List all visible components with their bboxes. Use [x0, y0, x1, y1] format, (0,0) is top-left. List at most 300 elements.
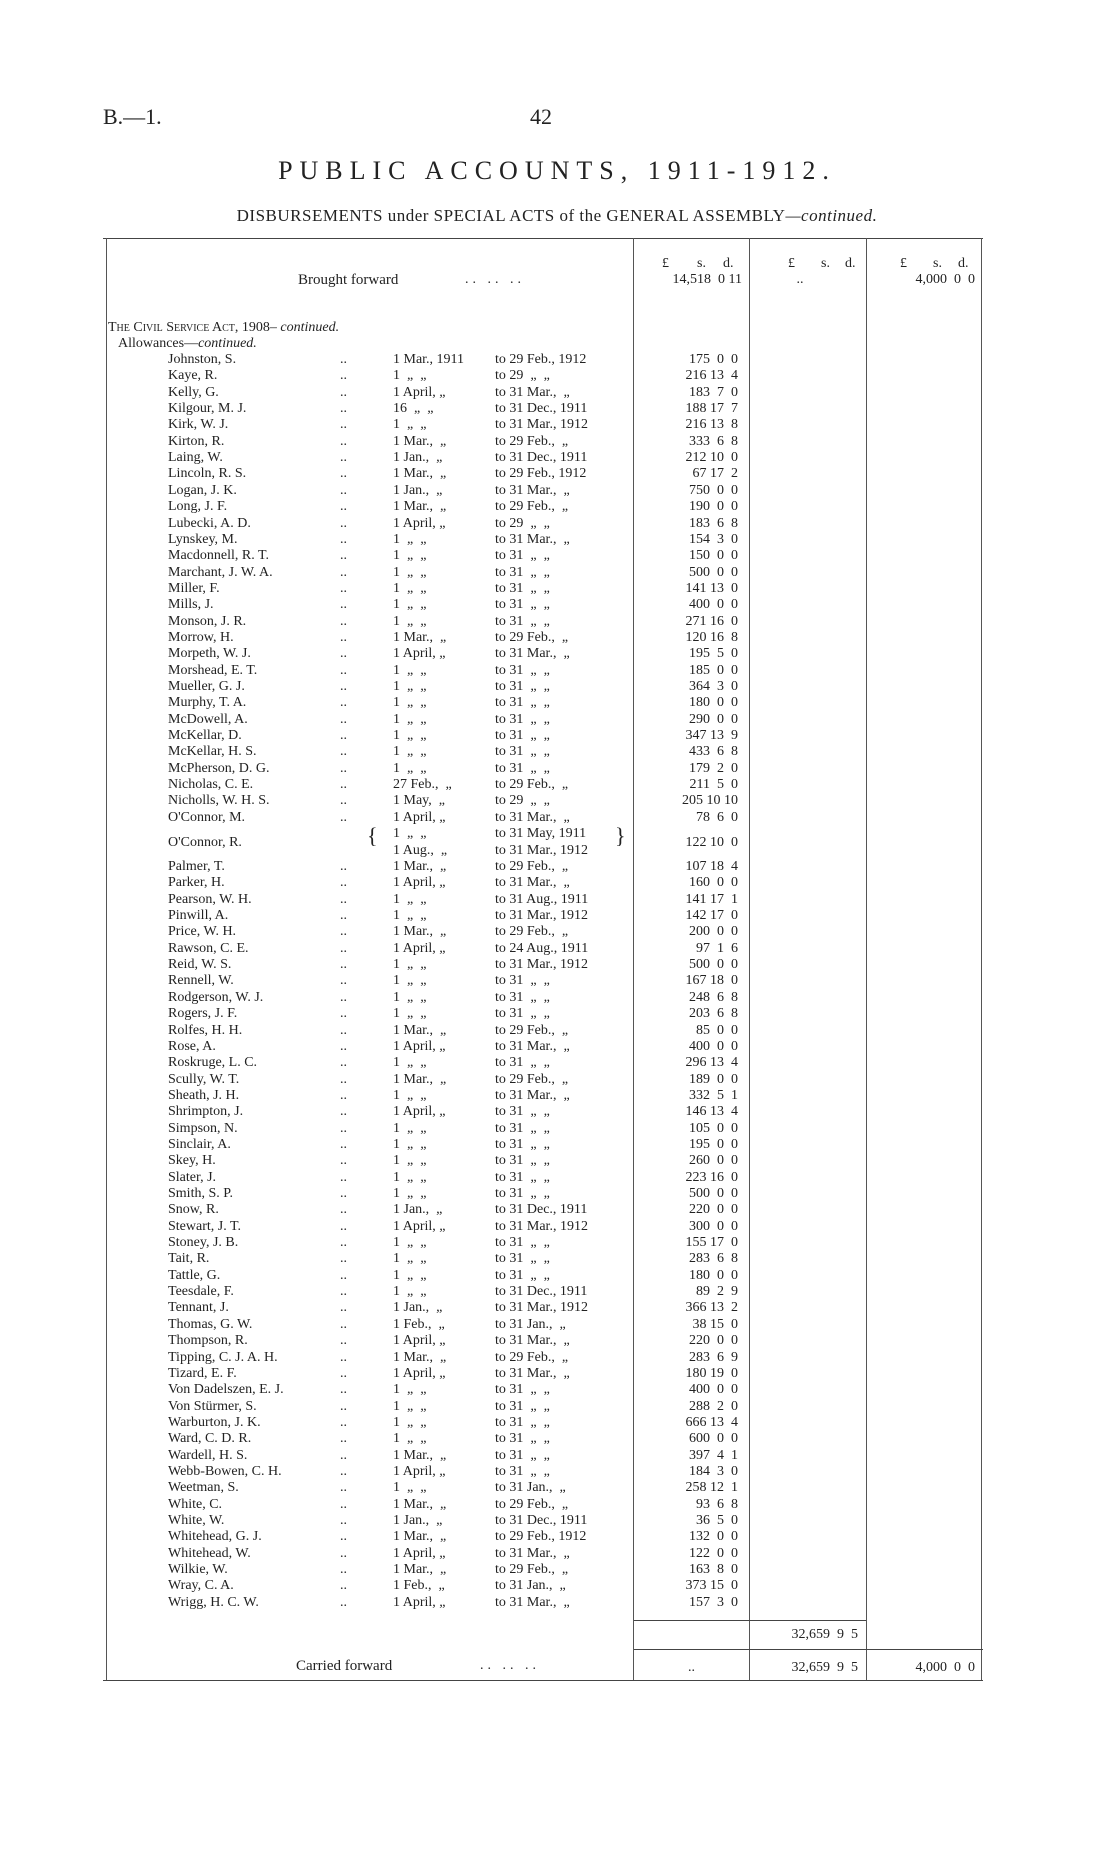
col3-shillings: s.	[933, 256, 942, 271]
entry-amount: 364 3 0	[689, 679, 738, 694]
col2-shillings: s.	[821, 256, 830, 271]
entry-name: Kilgour, M. J.	[168, 401, 247, 417]
leader-dots: ..	[340, 1071, 347, 1087]
entry-from-date: 1 Jan., „	[393, 1202, 443, 1218]
entry-from-date: 1 „ „	[393, 711, 427, 727]
entry-from-date: 1 May, „	[393, 793, 445, 809]
entry-to-date: to 31 Mar., „	[495, 384, 570, 400]
leader-dots: ..	[340, 1513, 347, 1528]
entry-amount: 347 13 9	[685, 728, 738, 744]
entry-to-date: to 31 „ „	[495, 679, 550, 694]
entry-name: Scully, W. T.	[168, 1071, 240, 1087]
col1-pound-sign: £	[662, 256, 669, 271]
carried-forward-label: Carried forward	[296, 1658, 393, 1674]
entry-amount: 248 6 8	[689, 989, 738, 1005]
col-divider-4	[981, 238, 982, 1680]
leader-dots: ..	[340, 859, 347, 874]
entry-name: Tipping, C. J. A. H.	[168, 1349, 278, 1365]
leader-dots: ..	[340, 401, 347, 417]
entry-to-date: to 29 Feb., „	[495, 499, 569, 515]
entry-to-date: to 29 „ „	[495, 793, 550, 809]
entry-from-date: 1 „ „	[393, 1284, 427, 1300]
entry-from-date: 1 April, „	[393, 1545, 446, 1561]
entry-to-date: to 31 „ „	[495, 744, 550, 760]
entry-amount: 260 0 0	[689, 1153, 738, 1169]
entry-to-date: to 31 „ „	[495, 1153, 550, 1169]
entry-from-date: 1 „ „	[393, 597, 427, 613]
entry-to-date: to 31 Jan., „	[495, 1480, 566, 1496]
entry-amount: 373 15 0	[685, 1578, 738, 1594]
entry-amount: 190 0 0	[689, 499, 738, 515]
entry-amount: 205 10 10	[682, 793, 738, 809]
entry-to-date: to 31 „ „	[495, 1120, 550, 1136]
leader-dots: ..	[340, 1120, 347, 1136]
entry-from-date: 1 „ „	[393, 548, 427, 564]
entry-to-date: to 31 „ „	[495, 564, 550, 580]
entry-to-date: to 29 Feb., „	[495, 1349, 569, 1365]
entry-to-date: to 31 Aug., 1911	[495, 891, 589, 907]
leader-dots: ..	[340, 352, 347, 367]
entry-name: Marchant, J. W. A.	[168, 564, 273, 580]
entry-amount: 400 0 0	[689, 597, 738, 613]
entry-to-date: to 29 Feb., „	[495, 777, 569, 793]
entry-to-date: to 31 „ „	[495, 1398, 550, 1414]
entry-name: Wray, C. A.	[168, 1578, 234, 1594]
entry-name: Shrimpton, J.	[168, 1104, 244, 1120]
leader-dots: ..	[340, 711, 347, 727]
entry-name: Weetman, S.	[168, 1480, 239, 1496]
leader-dots: ..	[340, 1463, 347, 1479]
entry-amount: 400 0 0	[689, 1382, 738, 1398]
entry-from-date: 1 Mar., „	[393, 466, 447, 482]
leader-dots: ..	[340, 1447, 347, 1463]
entry-from-date: 1 April, „	[393, 1365, 446, 1381]
entry-from-date: 1 „ „	[393, 1136, 427, 1152]
entry-amount: 179 2 0	[689, 760, 738, 776]
col-divider-2	[749, 238, 750, 1680]
oconnor-r-name: O'Connor, R.	[168, 835, 242, 850]
entry-from-date: 1 „ „	[393, 973, 427, 989]
leader-dots: ..	[340, 629, 347, 645]
entry-name: Skey, H.	[168, 1153, 216, 1169]
entry-to-date: to 29 „ „	[495, 368, 550, 384]
leader-dots: ..	[340, 548, 347, 564]
entry-amount: 107 18 4	[685, 859, 738, 874]
entry-name: Thomas, G. W.	[168, 1316, 253, 1332]
leader-dots: ..	[340, 1267, 347, 1283]
entry-name: White, C.	[168, 1496, 223, 1512]
entry-from-date: 1 „ „	[393, 1120, 427, 1136]
entry-amount: 157 3 0	[689, 1594, 738, 1610]
oconnor-r-to1: to 31 May, 1911	[495, 826, 587, 841]
carried-forward-dots: .. .. ..	[480, 1658, 540, 1673]
entry-to-date: to 31 Mar., „	[495, 1333, 570, 1349]
section-heading	[108, 320, 339, 336]
entry-to-date: to 31 Mar., „	[495, 875, 570, 891]
entry-from-date: 1 „ „	[393, 580, 427, 596]
entry-name: Murphy, T. A.	[168, 695, 247, 711]
entry-to-date: to 29 Feb., „	[495, 433, 569, 449]
entry-to-date: to 31 „ „	[495, 548, 550, 564]
entry-from-date: 1 April, „	[393, 1463, 446, 1479]
entry-name: Von Dadelszen, E. J.	[168, 1382, 284, 1398]
entry-to-date: to 31 „ „	[495, 1267, 550, 1283]
entry-name: Tennant, J.	[168, 1300, 229, 1316]
entry-to-date: to 24 Aug., 1911	[495, 940, 589, 956]
section-sub-name: Allowances—	[118, 336, 199, 351]
entry-from-date: 1 Feb., „	[393, 1578, 445, 1594]
left-border	[106, 238, 107, 1680]
entry-from-date: 1 „ „	[393, 744, 427, 760]
entry-to-date: to 29 Feb., „	[495, 1496, 569, 1512]
entry-name: Roskruge, L. C.	[168, 1055, 258, 1071]
entry-name: Webb-Bowen, C. H.	[168, 1463, 282, 1479]
entry-name: Lynskey, M.	[168, 531, 238, 547]
entry-to-date: to 31 „ „	[495, 1104, 550, 1120]
entry-from-date: 1 „ „	[393, 531, 427, 547]
leader-dots: ..	[340, 1594, 347, 1610]
entry-to-date: to 31 „ „	[495, 989, 550, 1005]
leader-dots: ..	[340, 695, 347, 711]
entry-to-date: to 31 Mar., „	[495, 1594, 570, 1610]
entry-to-date: to 31 Dec., 1911	[495, 1513, 588, 1528]
entry-amount: 216 13 8	[685, 417, 738, 433]
entry-amount: 67 17 2	[692, 466, 738, 482]
entry-to-date: to 31 „ „	[495, 1136, 550, 1152]
entry-name: Stoney, J. B.	[168, 1235, 239, 1251]
subtitle-continued: —continued.	[785, 206, 878, 225]
entry-amount: 332 5 1	[689, 1087, 738, 1103]
subtotal-rule	[634, 1620, 866, 1621]
leader-dots: ..	[340, 1562, 347, 1578]
entry-name: McDowell, A.	[168, 711, 248, 727]
leader-dots: ..	[340, 940, 347, 956]
section-act-continued: – continued.	[269, 320, 340, 335]
entry-name: Price, W. H.	[168, 924, 237, 940]
leader-dots: ..	[340, 1136, 347, 1152]
entry-amount: 183 6 8	[689, 515, 738, 531]
col2-pound-sign: £	[788, 256, 795, 271]
col3-pence: d.	[958, 256, 969, 271]
subtotal-amount: 32,659 9 5	[791, 1627, 858, 1642]
entry-from-date: 16 „ „	[393, 401, 434, 417]
entry-from-date: 1 April, „	[393, 1333, 446, 1349]
entry-from-date: 1 April, „	[393, 1218, 446, 1234]
entry-amount: 141 17 1	[685, 891, 738, 907]
entry-name: Sinclair, A.	[168, 1136, 231, 1152]
entry-name: Snow, R.	[168, 1202, 219, 1218]
entry-from-date: 1 Jan., „	[393, 1300, 443, 1316]
entry-from-date: 1 April, „	[393, 646, 446, 662]
entry-from-date: 1 „ „	[393, 908, 427, 924]
entry-from-date: 1 Jan., „	[393, 450, 443, 466]
entry-to-date: to 31 „ „	[495, 613, 550, 629]
entry-from-date: 1 „ „	[393, 989, 427, 1005]
entry-name: Thompson, R.	[168, 1333, 248, 1349]
entry-to-date: to 31 „ „	[495, 711, 550, 727]
entry-from-date: 1 „ „	[393, 1169, 427, 1185]
leader-dots: ..	[340, 728, 347, 744]
entry-name: Rodgerson, W. J.	[168, 989, 264, 1005]
entry-amount: 185 0 0	[689, 662, 738, 678]
entry-amount: 36 5 0	[696, 1513, 738, 1528]
entry-from-date: 1 Mar., „	[393, 1529, 447, 1545]
entry-amount: 397 4 1	[689, 1447, 738, 1463]
entry-amount: 433 6 8	[689, 744, 738, 760]
entry-from-date: 1 Mar., „	[393, 433, 447, 449]
entry-to-date: to 29 Feb., 1912	[495, 352, 587, 367]
entry-from-date: 1 „ „	[393, 957, 427, 973]
brought-forward-col2: ..	[796, 272, 804, 287]
entry-amount: 500 0 0	[689, 1186, 738, 1201]
entry-amount: 333 6 8	[689, 433, 738, 449]
leader-dots: ..	[340, 891, 347, 907]
entry-to-date: to 31 Mar., 1912	[495, 1300, 588, 1316]
entry-name: White, W.	[168, 1513, 225, 1528]
entry-name: Warburton, J. K.	[168, 1414, 261, 1430]
entry-from-date: 1 Mar., „	[393, 1349, 447, 1365]
brought-forward-col3: 4,000 0 0	[915, 272, 975, 287]
leader-dots: ..	[340, 1186, 347, 1201]
table-top-rule	[103, 238, 983, 239]
leader-dots: ..	[340, 1251, 347, 1267]
entry-to-date: to 29 Feb., „	[495, 629, 569, 645]
entry-to-date: to 31 Mar., „	[495, 531, 570, 547]
col1-shillings: s.	[697, 256, 706, 271]
col1-pence: d.	[723, 256, 734, 271]
entry-to-date: to 31 Mar., 1912	[495, 1218, 588, 1234]
leader-dots: ..	[340, 679, 347, 694]
entry-amount: 85 0 0	[696, 1022, 738, 1038]
entry-to-date: to 31 Jan., „	[495, 1316, 566, 1332]
leader-dots: ..	[340, 1235, 347, 1251]
entry-amount: 189 0 0	[689, 1071, 738, 1087]
leader-dots: ..	[340, 613, 347, 629]
entry-name: Long, J. F.	[168, 499, 228, 515]
subtitle-main: DISBURSEMENTS under SPECIAL ACTS of the GENERAL ASSEMBLY	[236, 206, 786, 225]
entry-name: Pearson, W. H.	[168, 891, 252, 907]
entry-amount: 500 0 0	[689, 957, 738, 973]
entry-amount: 120 16 8	[685, 629, 738, 645]
entry-name: Slater, J.	[168, 1169, 217, 1185]
entry-name: Morpeth, W. J.	[168, 646, 251, 662]
leader-dots: ..	[340, 1349, 347, 1365]
entry-to-date: to 31 Mar., 1912	[495, 908, 588, 924]
leader-dots: ..	[340, 580, 347, 596]
entry-from-date: 1 „ „	[393, 695, 427, 711]
brought-forward-col1: 14,518 0 11	[672, 272, 742, 287]
entry-amount: 163 8 0	[689, 1562, 738, 1578]
entry-to-date: to 31 „ „	[495, 1055, 550, 1071]
entry-from-date: 1 „ „	[393, 564, 427, 580]
entry-amount: 146 13 4	[685, 1104, 738, 1120]
carried-forward-col3: 4,000 0 0	[915, 1660, 975, 1675]
leader-dots: ..	[340, 1300, 347, 1316]
entry-from-date: 1 Jan., „	[393, 482, 443, 498]
entry-name: Lincoln, R. S.	[168, 466, 247, 482]
entry-amount: 195 0 0	[689, 1136, 738, 1152]
entry-from-date: 1 April, „	[393, 809, 446, 825]
leader-dots: ..	[340, 531, 347, 547]
entry-name: Kirton, R.	[168, 433, 225, 449]
entry-name: Tait, R.	[168, 1251, 210, 1267]
entry-to-date: to 29 Feb., „	[495, 1562, 569, 1578]
entry-to-date: to 31 Mar., „	[495, 482, 570, 498]
col2-pence: d.	[845, 256, 856, 271]
leader-dots: ..	[340, 924, 347, 940]
entry-name: Parker, H.	[168, 875, 225, 891]
entry-from-date: 1 April, „	[393, 515, 446, 531]
entry-name: Simpson, N.	[168, 1120, 238, 1136]
entry-from-date: 1 „ „	[393, 1087, 427, 1103]
leader-dots: ..	[340, 744, 347, 760]
entry-name: Tattle, G.	[168, 1267, 221, 1283]
entry-to-date: to 31 „ „	[495, 1431, 550, 1447]
entry-to-date: to 31 „ „	[495, 760, 550, 776]
entry-name: Rogers, J. F.	[168, 1006, 238, 1022]
page-number: 42	[530, 104, 552, 129]
entry-amount: 200 0 0	[689, 924, 738, 940]
entry-to-date: to 31 „ „	[495, 1169, 550, 1185]
entry-to-date: to 29 Feb., „	[495, 1071, 569, 1087]
entry-to-date: to 31 „ „	[495, 728, 550, 744]
leader-dots: ..	[340, 499, 347, 515]
entry-to-date: to 31 Dec., 1911	[495, 1284, 588, 1300]
entry-to-date: to 31 „ „	[495, 1235, 550, 1251]
entry-from-date: 1 „ „	[393, 368, 427, 384]
entry-amount: 78 6 0	[696, 809, 738, 825]
entry-to-date: to 31 „ „	[495, 695, 550, 711]
entry-name: Morrow, H.	[168, 629, 234, 645]
leader-dots: ..	[340, 1055, 347, 1071]
entry-to-date: to 29 Feb., 1912	[495, 1529, 587, 1545]
leader-dots: ..	[340, 1480, 347, 1496]
entry-amount: 155 17 0	[685, 1235, 738, 1251]
leader-dots: ..	[340, 973, 347, 989]
entry-name: Pinwill, A.	[168, 908, 229, 924]
oconnor-r-from2: 1 Aug., „	[393, 843, 448, 858]
entry-from-date: 1 „ „	[393, 1431, 427, 1447]
entry-to-date: to 29 Feb., 1912	[495, 466, 587, 482]
entry-amount: 160 0 0	[689, 875, 738, 891]
entry-from-date: 1 Jan., „	[393, 1513, 443, 1528]
entry-from-date: 1 „ „	[393, 1153, 427, 1169]
entry-from-date: 1 „ „	[393, 1055, 427, 1071]
entry-name: Wrigg, H. C. W.	[168, 1594, 259, 1610]
entry-from-date: 1 „ „	[393, 891, 427, 907]
col-divider-3	[866, 238, 867, 1680]
entry-name: McKellar, H. S.	[168, 744, 257, 760]
entry-from-date: 27 Feb., „	[393, 777, 452, 793]
entry-amount: 600 0 0	[689, 1431, 738, 1447]
entry-amount: 89 2 9	[696, 1284, 738, 1300]
entry-amount: 97 1 6	[696, 940, 738, 956]
entry-amount: 220 0 0	[689, 1202, 738, 1218]
entry-from-date: 1 „ „	[393, 728, 427, 744]
leader-dots: ..	[340, 1104, 347, 1120]
entry-name: Miller, F.	[168, 580, 220, 596]
entry-name: Rennell, W.	[168, 973, 234, 989]
entry-name: Mills, J.	[168, 597, 214, 613]
entry-from-date: 1 Mar., 1911	[393, 352, 465, 367]
entry-from-date: 1 „ „	[393, 1414, 427, 1430]
leader-dots: ..	[340, 1365, 347, 1381]
leader-dots: ..	[340, 1398, 347, 1414]
entry-from-date: 1 „ „	[393, 1235, 427, 1251]
entry-name: Whitehead, W.	[168, 1545, 251, 1561]
leader-dots: ..	[340, 1496, 347, 1512]
entry-amount: 93 6 8	[696, 1496, 738, 1512]
entry-from-date: 1 „ „	[393, 417, 427, 433]
leader-dots: ..	[340, 466, 347, 482]
leader-dots: ..	[340, 515, 347, 531]
entry-name: Rolfes, H. H.	[168, 1022, 243, 1038]
entry-to-date: to 29 Feb., „	[495, 924, 569, 940]
entry-name: Smith, S. P.	[168, 1186, 233, 1201]
entry-amount: 500 0 0	[689, 564, 738, 580]
section-act-name: The Civil Service Act, 1908	[108, 320, 270, 335]
entry-name: McKellar, D.	[168, 728, 242, 744]
leader-dots: ..	[340, 1316, 347, 1332]
entry-from-date: 1 Mar., „	[393, 1022, 447, 1038]
leader-dots: ..	[340, 1218, 347, 1234]
entry-name: Whitehead, G. J.	[168, 1529, 262, 1545]
entry-from-date: 1 April, „	[393, 1038, 446, 1054]
leader-dots: ..	[340, 989, 347, 1005]
entry-amount: 666 13 4	[685, 1414, 738, 1430]
entry-to-date: to 31 Jan., „	[495, 1578, 566, 1594]
leader-dots: ..	[340, 1545, 347, 1561]
entry-to-date: to 31 „ „	[495, 580, 550, 596]
entry-amount: 283 6 9	[689, 1349, 738, 1365]
entry-name: Nicholas, C. E.	[168, 777, 254, 793]
leader-dots: ..	[340, 1153, 347, 1169]
entry-to-date: to 29 Feb., „	[495, 1022, 569, 1038]
page-title: PUBLIC ACCOUNTS, 1911-1912.	[278, 156, 836, 185]
leader-dots: ..	[340, 1006, 347, 1022]
brought-forward-label: Brought forward	[298, 272, 399, 288]
entry-to-date: to 31 Dec., 1911	[495, 1202, 588, 1218]
entry-name: Monson, J. R.	[168, 613, 247, 629]
leader-dots: ..	[340, 957, 347, 973]
entry-name: Palmer, T.	[168, 859, 225, 874]
entry-from-date: 1 Mar., „	[393, 1562, 447, 1578]
leader-dots: ..	[340, 1284, 347, 1300]
oconnor-r-amount: 122 10 0	[685, 835, 738, 850]
entry-to-date: to 31 Mar., „	[495, 646, 570, 662]
entry-to-date: to 29 „ „	[495, 515, 550, 531]
entry-name: Wardell, H. S.	[168, 1447, 248, 1463]
entry-amount: 212 10 0	[685, 450, 738, 466]
entry-amount: 203 6 8	[689, 1006, 738, 1022]
entry-from-date: 1 „ „	[393, 662, 427, 678]
col3-pound-sign: £	[900, 256, 907, 271]
entry-amount: 220 0 0	[689, 1333, 738, 1349]
entry-name: Reid, W. S.	[168, 957, 232, 973]
leader-dots: ..	[340, 1087, 347, 1103]
entry-to-date: to 31 „ „	[495, 973, 550, 989]
leader-dots: ..	[340, 1431, 347, 1447]
entry-amount: 296 13 4	[685, 1055, 738, 1071]
entry-to-date: to 31 Mar., 1912	[495, 417, 588, 433]
entry-amount: 180 0 0	[689, 1267, 738, 1283]
leader-dots: ..	[340, 482, 347, 498]
leader-dots: ..	[340, 1414, 347, 1430]
entry-from-date: 1 April, „	[393, 940, 446, 956]
entry-from-date: 1 „ „	[393, 1251, 427, 1267]
entry-name: Rawson, C. E.	[168, 940, 249, 956]
entry-name: Nicholls, W. H. S.	[168, 793, 270, 809]
